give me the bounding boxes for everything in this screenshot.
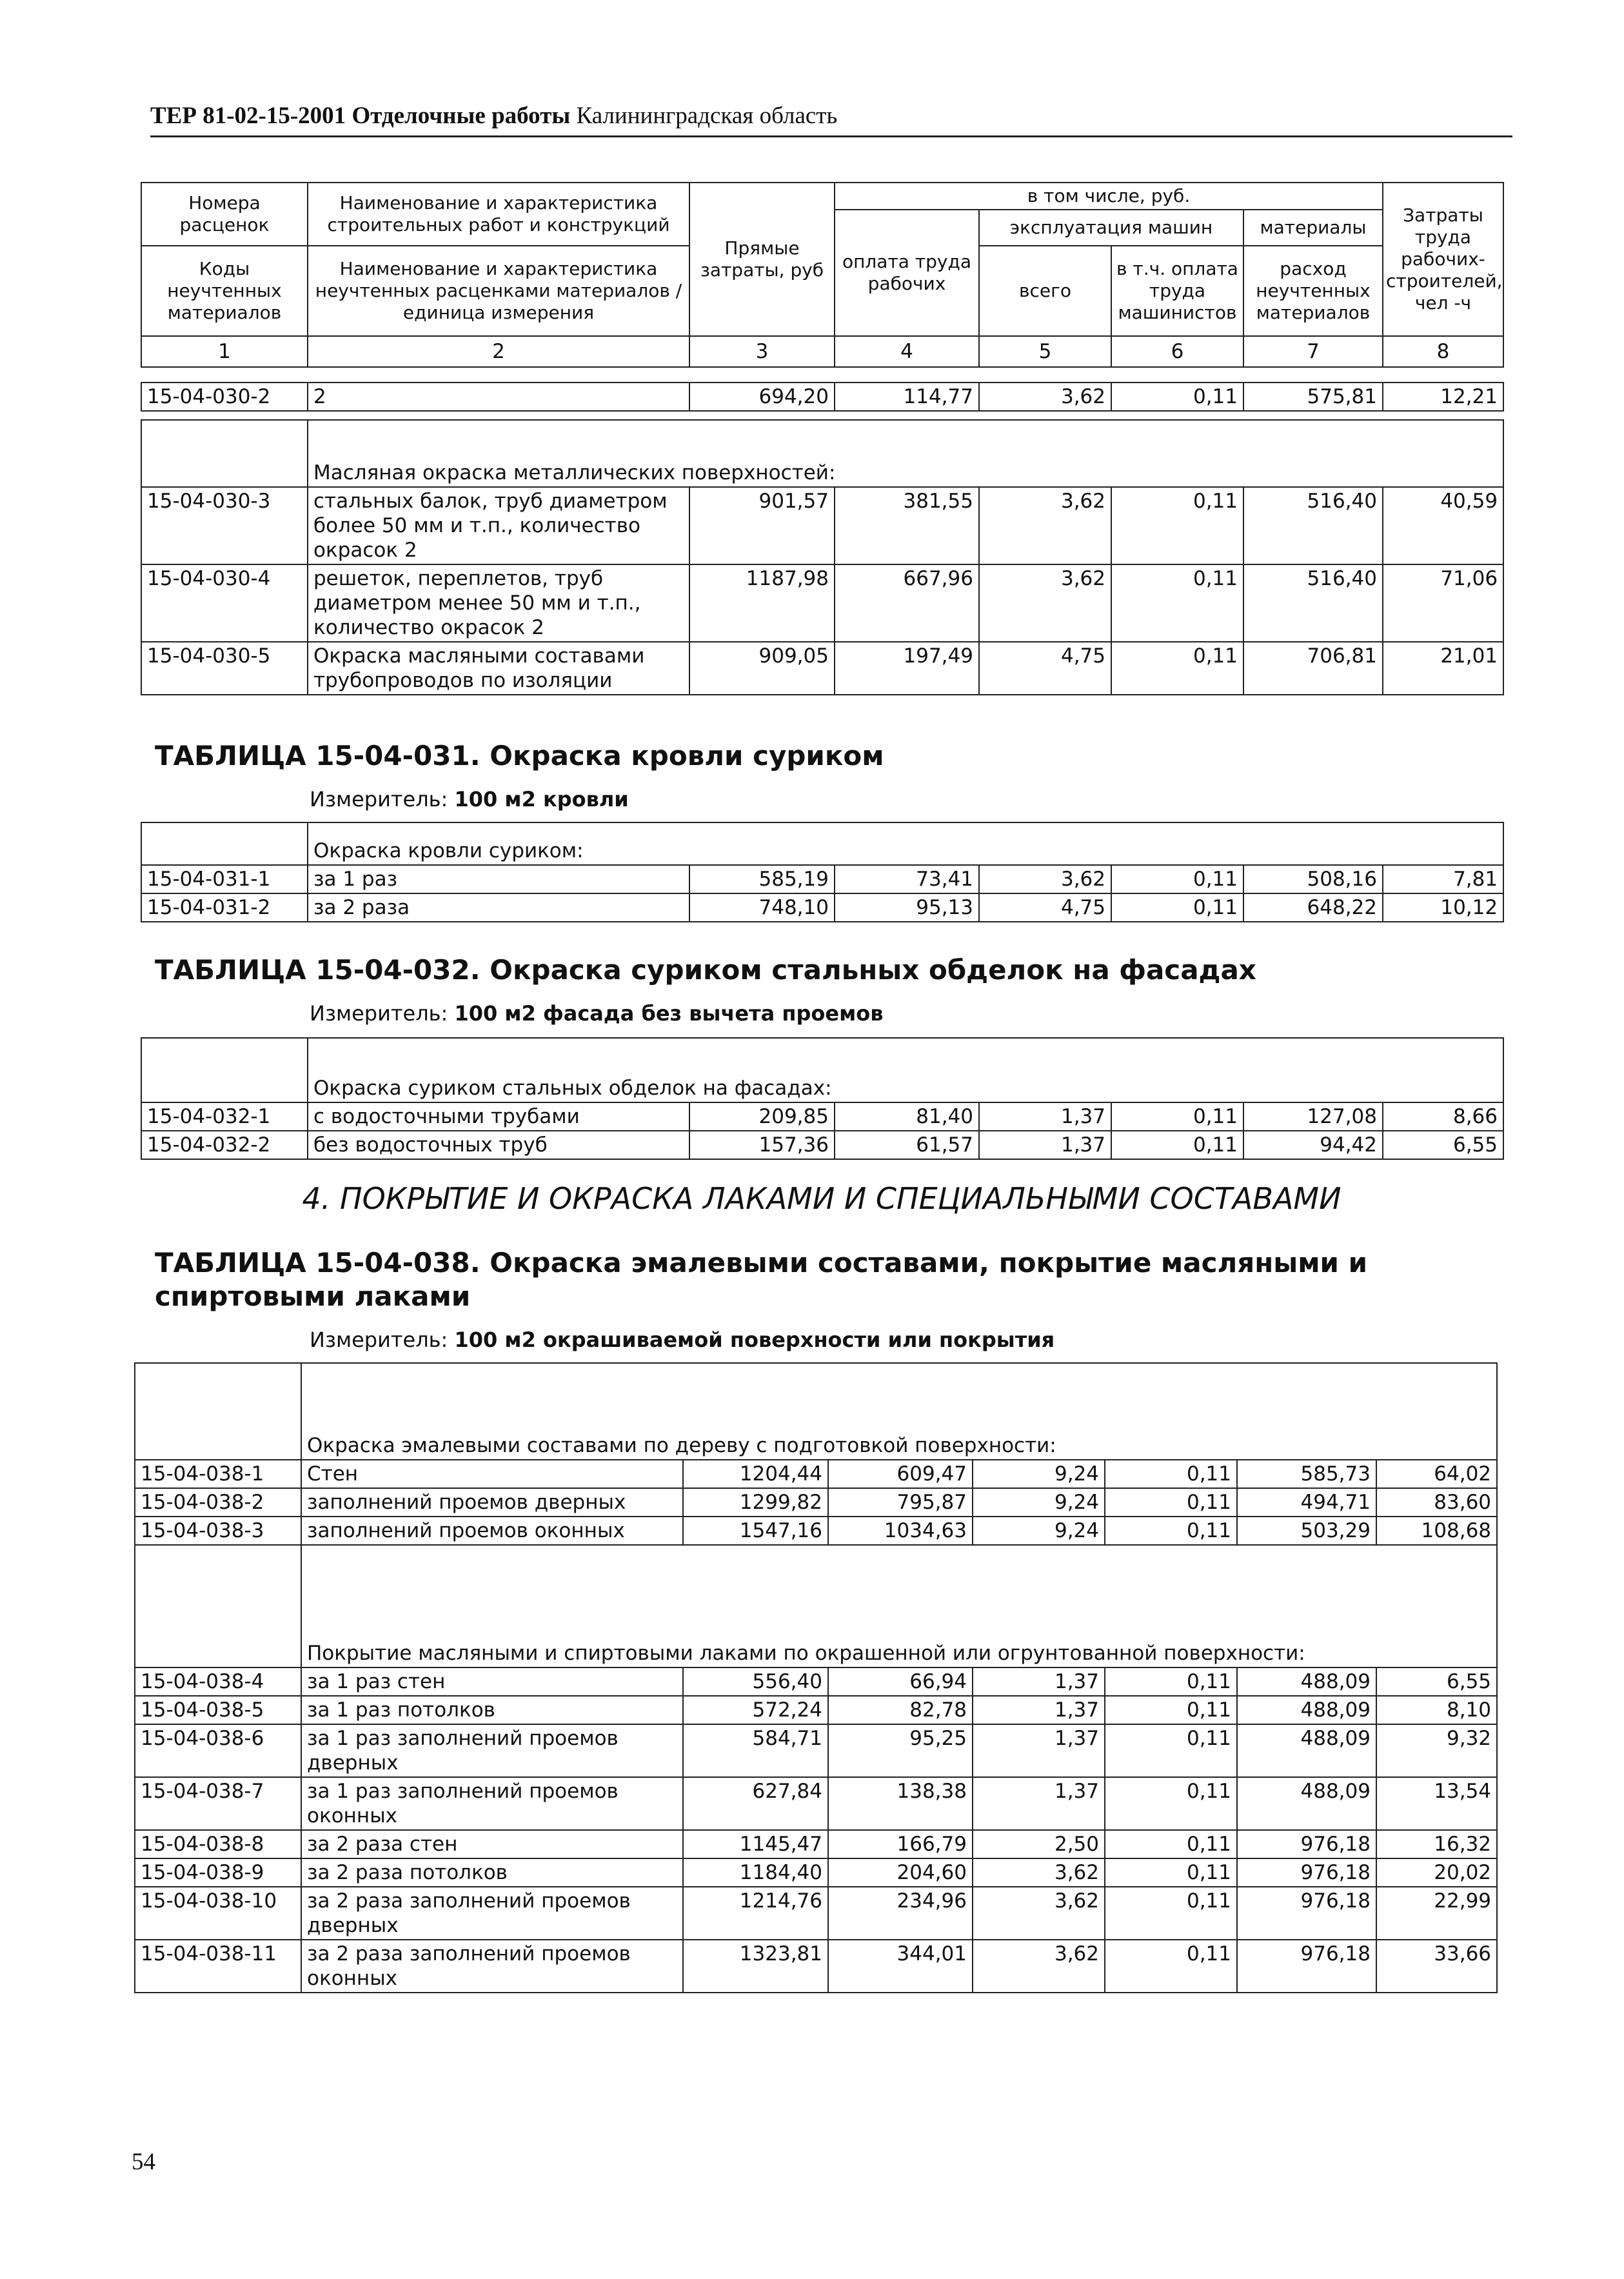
machines-total: 3,62 bbox=[973, 1858, 1105, 1887]
running-head bbox=[150, 97, 1512, 137]
group-heading: Окраска суриком стальных обделок на фасадах: bbox=[308, 1038, 1503, 1102]
machines-total: 9,24 bbox=[973, 1488, 1105, 1517]
rates-table bbox=[141, 382, 1504, 412]
rate-code: 15-04-032-1 bbox=[141, 1102, 308, 1131]
machinists-pay: 0,11 bbox=[1105, 1887, 1237, 1940]
meter-label: Измеритель: bbox=[310, 787, 448, 811]
rate-description: за 1 раз стен bbox=[301, 1667, 683, 1696]
table-row bbox=[141, 893, 1503, 922]
table-031-meter bbox=[310, 786, 629, 813]
labor-pay: 114,77 bbox=[835, 383, 979, 411]
rate-description: заполнений проемов дверных bbox=[301, 1488, 683, 1517]
machines-total: 3,62 bbox=[979, 564, 1111, 642]
machinists-pay: 0,11 bbox=[1105, 1517, 1237, 1545]
rate-code: 15-04-032-2 bbox=[141, 1131, 308, 1159]
machines-total: 3,62 bbox=[973, 1940, 1105, 1993]
rate-description: за 2 раза заполнений проемов дверных bbox=[301, 1887, 683, 1940]
machinists-pay: 0,11 bbox=[1105, 1724, 1237, 1777]
labor-hours: 33,66 bbox=[1376, 1940, 1497, 1993]
rate-description: стальных балок, труб диаметром более 50 мм и т.п., количество окрасок 2 bbox=[308, 487, 689, 564]
table-row bbox=[141, 564, 1503, 642]
labor-pay: 61,57 bbox=[835, 1131, 979, 1159]
table-038-title: ТАБЛИЦА 15-04-038. Окраска эмалевыми составами, покрытие масляными и спиртовыми лаками bbox=[155, 1247, 1368, 1312]
direct-costs: 572,24 bbox=[683, 1696, 828, 1724]
direct-costs: 1323,81 bbox=[683, 1940, 828, 1993]
header-machines: эксплуатация машин bbox=[979, 210, 1243, 246]
table-row bbox=[141, 865, 1503, 893]
rate-code: 15-04-031-1 bbox=[141, 865, 308, 893]
direct-costs: 1204,44 bbox=[683, 1460, 828, 1488]
group-code-cell bbox=[141, 822, 308, 865]
direct-costs: 1145,47 bbox=[683, 1830, 828, 1858]
materials: 976,18 bbox=[1237, 1858, 1376, 1887]
machines-total: 1,37 bbox=[973, 1724, 1105, 1777]
labor-pay: 609,47 bbox=[828, 1460, 973, 1488]
labor-hours: 83,60 bbox=[1376, 1488, 1497, 1517]
rate-code: 15-04-038-9 bbox=[135, 1858, 301, 1887]
materials: 706,81 bbox=[1243, 642, 1383, 695]
machines-total: 3,62 bbox=[973, 1887, 1105, 1940]
table-row bbox=[135, 1460, 1497, 1488]
materials: 503,29 bbox=[1237, 1517, 1376, 1545]
table-row bbox=[135, 1858, 1497, 1887]
labor-pay: 1034,63 bbox=[828, 1517, 973, 1545]
rate-code: 15-04-038-3 bbox=[135, 1517, 301, 1545]
labor-hours: 21,01 bbox=[1383, 642, 1503, 695]
labor-pay: 81,40 bbox=[835, 1102, 979, 1131]
materials: 494,71 bbox=[1237, 1488, 1376, 1517]
group-code-cell bbox=[141, 1038, 308, 1102]
rate-description: за 2 раза bbox=[308, 893, 689, 922]
machinists-pay: 0,11 bbox=[1105, 1667, 1237, 1696]
labor-hours: 40,59 bbox=[1383, 487, 1503, 564]
rate-description: без водосточных труб bbox=[308, 1131, 689, 1159]
rate-description: за 2 раза потолков bbox=[301, 1858, 683, 1887]
group-code-cell bbox=[135, 1363, 301, 1460]
machines-total: 9,24 bbox=[973, 1460, 1105, 1488]
labor-pay: 204,60 bbox=[828, 1858, 973, 1887]
header-incl: в том числе, руб. bbox=[835, 183, 1383, 210]
labor-pay: 82,78 bbox=[828, 1696, 973, 1724]
header-col2b: Наименование и характеристика неучтенных расценками материалов / единица измерения bbox=[308, 246, 689, 336]
header-materials: материалы bbox=[1243, 210, 1383, 246]
rate-code: 15-04-038-7 bbox=[135, 1777, 301, 1830]
meter-value: 100 м2 кровли bbox=[454, 787, 629, 811]
table-row bbox=[141, 1131, 1503, 1159]
materials: 488,09 bbox=[1237, 1724, 1376, 1777]
rate-description: Стен bbox=[301, 1460, 683, 1488]
header-col4: оплата труда рабочих bbox=[835, 210, 979, 336]
labor-hours: 6,55 bbox=[1376, 1667, 1497, 1696]
machines-total: 1,37 bbox=[979, 1131, 1111, 1159]
machinists-pay: 0,11 bbox=[1105, 1858, 1237, 1887]
rate-code: 15-04-038-10 bbox=[135, 1887, 301, 1940]
direct-costs: 748,10 bbox=[689, 893, 835, 922]
table-038 bbox=[134, 1362, 1496, 1993]
machines-total: 1,37 bbox=[973, 1777, 1105, 1830]
rate-code: 15-04-030-4 bbox=[141, 564, 308, 642]
machines-total: 2,50 bbox=[973, 1830, 1105, 1858]
labor-hours: 10,12 bbox=[1383, 893, 1503, 922]
direct-costs: 1547,16 bbox=[683, 1517, 828, 1545]
materials: 585,73 bbox=[1237, 1460, 1376, 1488]
header-col6: в т.ч. оплата труда машинистов bbox=[1111, 246, 1243, 336]
labor-hours: 20,02 bbox=[1376, 1858, 1497, 1887]
index-4: 4 bbox=[835, 336, 979, 367]
group-heading: Окраска эмалевыми составами по дереву с подготовкой поверхности: bbox=[301, 1363, 1497, 1460]
direct-costs: 1214,76 bbox=[683, 1887, 828, 1940]
table-038-meter bbox=[310, 1326, 1055, 1353]
machinists-pay: 0,11 bbox=[1111, 1102, 1243, 1131]
rate-description: за 1 раз заполнений проемов дверных bbox=[301, 1724, 683, 1777]
labor-pay: 197,49 bbox=[835, 642, 979, 695]
page-number: 54 bbox=[132, 2149, 155, 2175]
labor-pay: 166,79 bbox=[828, 1830, 973, 1858]
machinists-pay: 0,11 bbox=[1105, 1460, 1237, 1488]
table-row bbox=[135, 1696, 1497, 1724]
index-5: 5 bbox=[979, 336, 1111, 367]
table-031-title: ТАБЛИЦА 15-04-031. Окраска кровли суриком bbox=[155, 740, 884, 771]
rate-code: 15-04-038-8 bbox=[135, 1830, 301, 1858]
machinists-pay: 0,11 bbox=[1111, 642, 1243, 695]
block-030-group bbox=[141, 419, 1503, 695]
header-col5: всего bbox=[979, 246, 1111, 336]
machines-total: 9,24 bbox=[973, 1517, 1105, 1545]
machines-total: 1,37 bbox=[973, 1696, 1105, 1724]
column-header bbox=[141, 182, 1503, 368]
document-region: Калининградская область bbox=[576, 103, 838, 129]
document-code: ТЕР 81-02-15-2001 bbox=[150, 103, 346, 129]
rate-code: 15-04-031-2 bbox=[141, 893, 308, 922]
direct-costs: 1299,82 bbox=[683, 1488, 828, 1517]
rate-code: 15-04-038-6 bbox=[135, 1724, 301, 1777]
table-row bbox=[135, 1777, 1497, 1830]
index-7: 7 bbox=[1243, 336, 1383, 367]
direct-costs: 157,36 bbox=[689, 1131, 835, 1159]
machinists-pay: 0,11 bbox=[1111, 865, 1243, 893]
labor-hours: 108,68 bbox=[1376, 1517, 1497, 1545]
table-032-title: ТАБЛИЦА 15-04-032. Окраска суриком стальных обделок на фасадах bbox=[155, 954, 1256, 986]
rate-description: за 1 раз потолков bbox=[301, 1696, 683, 1724]
labor-pay: 95,13 bbox=[835, 893, 979, 922]
rate-description: за 2 раза заполнений проемов оконных bbox=[301, 1940, 683, 1993]
materials: 127,08 bbox=[1243, 1102, 1383, 1131]
table-row bbox=[141, 642, 1503, 695]
machines-total: 1,37 bbox=[973, 1667, 1105, 1696]
rates-table bbox=[141, 419, 1504, 695]
rate-description: решеток, переплетов, труб диаметром менее 50 мм и т.п., количество окрасок 2 bbox=[308, 564, 689, 642]
machinists-pay: 0,11 bbox=[1111, 893, 1243, 922]
rates-table bbox=[134, 1362, 1498, 1993]
rate-code: 15-04-038-11 bbox=[135, 1940, 301, 1993]
header-col7: расход неучтенных материалов bbox=[1243, 246, 1383, 336]
machinists-pay: 0,11 bbox=[1111, 383, 1243, 411]
labor-hours: 64,02 bbox=[1376, 1460, 1497, 1488]
labor-pay: 381,55 bbox=[835, 487, 979, 564]
header-col1a: Номера расценок bbox=[141, 183, 308, 246]
rate-description: Окраска масляными составами трубопроводов по изоляции bbox=[308, 642, 689, 695]
index-2: 2 bbox=[308, 336, 689, 367]
labor-hours: 12,21 bbox=[1383, 383, 1503, 411]
direct-costs: 209,85 bbox=[689, 1102, 835, 1131]
machinists-pay: 0,11 bbox=[1111, 564, 1243, 642]
group-heading: Окраска кровли суриком: bbox=[308, 822, 1503, 865]
index-6: 6 bbox=[1111, 336, 1243, 367]
direct-costs: 584,71 bbox=[683, 1724, 828, 1777]
rate-description: за 1 раз bbox=[308, 865, 689, 893]
labor-hours: 16,32 bbox=[1376, 1830, 1497, 1858]
rate-description: с водосточными трубами bbox=[308, 1102, 689, 1131]
table-032-meter bbox=[310, 1000, 883, 1027]
rates-table bbox=[141, 822, 1504, 922]
table-row bbox=[141, 487, 1503, 564]
materials: 488,09 bbox=[1237, 1667, 1376, 1696]
table-row bbox=[135, 1667, 1497, 1696]
document-title: Отделочные работы bbox=[352, 103, 571, 129]
rate-code: 15-04-030-3 bbox=[141, 487, 308, 564]
header-table bbox=[141, 182, 1504, 368]
table-row bbox=[135, 1517, 1497, 1545]
labor-pay: 138,38 bbox=[828, 1777, 973, 1830]
meter-value: 100 м2 окрашиваемой поверхности или покрытия bbox=[454, 1328, 1055, 1352]
direct-costs: 585,19 bbox=[689, 865, 835, 893]
materials: 976,18 bbox=[1237, 1940, 1376, 1993]
rate-description: за 2 раза стен bbox=[301, 1830, 683, 1858]
rate-code: 15-04-030-5 bbox=[141, 642, 308, 695]
rate-description: за 1 раз заполнений проемов оконных bbox=[301, 1777, 683, 1830]
direct-costs: 909,05 bbox=[689, 642, 835, 695]
header-col2a: Наименование и характеристика строительных работ и конструкций bbox=[308, 183, 689, 246]
materials: 508,16 bbox=[1243, 865, 1383, 893]
direct-costs: 901,57 bbox=[689, 487, 835, 564]
labor-pay: 234,96 bbox=[828, 1887, 973, 1940]
labor-hours: 7,81 bbox=[1383, 865, 1503, 893]
labor-hours: 13,54 bbox=[1376, 1777, 1497, 1830]
labor-pay: 667,96 bbox=[835, 564, 979, 642]
labor-pay: 73,41 bbox=[835, 865, 979, 893]
labor-pay: 344,01 bbox=[828, 1940, 973, 1993]
machines-total: 3,62 bbox=[979, 383, 1111, 411]
meter-label: Измеритель: bbox=[310, 1001, 448, 1026]
block-030-2 bbox=[141, 382, 1503, 412]
table-row bbox=[141, 1102, 1503, 1131]
group-code-cell bbox=[141, 420, 308, 487]
rate-code: 15-04-038-1 bbox=[135, 1460, 301, 1488]
materials: 575,81 bbox=[1243, 383, 1383, 411]
materials: 94,42 bbox=[1243, 1131, 1383, 1159]
table-row bbox=[135, 1940, 1497, 1993]
header-col1b: Коды неучтенных материалов bbox=[141, 246, 308, 336]
materials: 976,18 bbox=[1237, 1887, 1376, 1940]
machines-total: 4,75 bbox=[979, 642, 1111, 695]
table-row bbox=[135, 1830, 1497, 1858]
machines-total: 4,75 bbox=[979, 893, 1111, 922]
header-col3: Прямые затраты, руб bbox=[689, 183, 835, 336]
labor-hours: 22,99 bbox=[1376, 1887, 1497, 1940]
table-032 bbox=[141, 1037, 1503, 1160]
machines-total: 3,62 bbox=[979, 487, 1111, 564]
group-heading: Масляная окраска металлических поверхностей: bbox=[308, 420, 1503, 487]
machinists-pay: 0,11 bbox=[1111, 487, 1243, 564]
labor-pay: 795,87 bbox=[828, 1488, 973, 1517]
rate-description: 2 bbox=[308, 383, 689, 411]
meter-value: 100 м2 фасада без вычета проемов bbox=[454, 1001, 884, 1026]
labor-hours: 9,32 bbox=[1376, 1724, 1497, 1777]
direct-costs: 694,20 bbox=[689, 383, 835, 411]
machines-total: 1,37 bbox=[979, 1102, 1111, 1131]
group-code-cell bbox=[135, 1545, 301, 1667]
machinists-pay: 0,11 bbox=[1105, 1488, 1237, 1517]
machinists-pay: 0,11 bbox=[1105, 1777, 1237, 1830]
table-row bbox=[135, 1724, 1497, 1777]
materials: 516,40 bbox=[1243, 487, 1383, 564]
section-heading: 4. ПОКРЫТИЕ И ОКРАСКА ЛАКАМИ И СПЕЦИАЛЬНЫМИ СОСТАВАМИ bbox=[302, 1181, 1342, 1216]
table-row bbox=[135, 1887, 1497, 1940]
index-8: 8 bbox=[1383, 336, 1503, 367]
materials: 976,18 bbox=[1237, 1830, 1376, 1858]
machinists-pay: 0,11 bbox=[1105, 1830, 1237, 1858]
labor-hours: 8,66 bbox=[1383, 1102, 1503, 1131]
materials: 648,22 bbox=[1243, 893, 1383, 922]
machines-total: 3,62 bbox=[979, 865, 1111, 893]
direct-costs: 1187,98 bbox=[689, 564, 835, 642]
labor-hours: 8,10 bbox=[1376, 1696, 1497, 1724]
table-row bbox=[141, 383, 1503, 411]
rate-code: 15-04-038-2 bbox=[135, 1488, 301, 1517]
machinists-pay: 0,11 bbox=[1105, 1940, 1237, 1993]
labor-pay: 95,25 bbox=[828, 1724, 973, 1777]
group-heading: Покрытие масляными и спиртовыми лаками по окрашенной или огрунтованной поверхности: bbox=[301, 1545, 1497, 1667]
materials: 488,09 bbox=[1237, 1696, 1376, 1724]
direct-costs: 1184,40 bbox=[683, 1858, 828, 1887]
rate-code: 15-04-038-4 bbox=[135, 1667, 301, 1696]
table-row bbox=[135, 1488, 1497, 1517]
index-3: 3 bbox=[689, 336, 835, 367]
materials: 488,09 bbox=[1237, 1777, 1376, 1830]
header-col8: Затраты труда рабочих-строителей, чел -ч bbox=[1383, 183, 1503, 336]
index-1: 1 bbox=[141, 336, 308, 367]
meter-label: Измеритель: bbox=[310, 1328, 448, 1352]
machinists-pay: 0,11 bbox=[1111, 1131, 1243, 1159]
direct-costs: 627,84 bbox=[683, 1777, 828, 1830]
machinists-pay: 0,11 bbox=[1105, 1696, 1237, 1724]
labor-hours: 71,06 bbox=[1383, 564, 1503, 642]
labor-hours: 6,55 bbox=[1383, 1131, 1503, 1159]
labor-pay: 66,94 bbox=[828, 1667, 973, 1696]
rate-code: 15-04-038-5 bbox=[135, 1696, 301, 1724]
materials: 516,40 bbox=[1243, 564, 1383, 642]
rate-description: заполнений проемов оконных bbox=[301, 1517, 683, 1545]
rates-table bbox=[141, 1037, 1504, 1160]
table-031 bbox=[141, 822, 1503, 922]
rate-code: 15-04-030-2 bbox=[141, 383, 308, 411]
direct-costs: 556,40 bbox=[683, 1667, 828, 1696]
